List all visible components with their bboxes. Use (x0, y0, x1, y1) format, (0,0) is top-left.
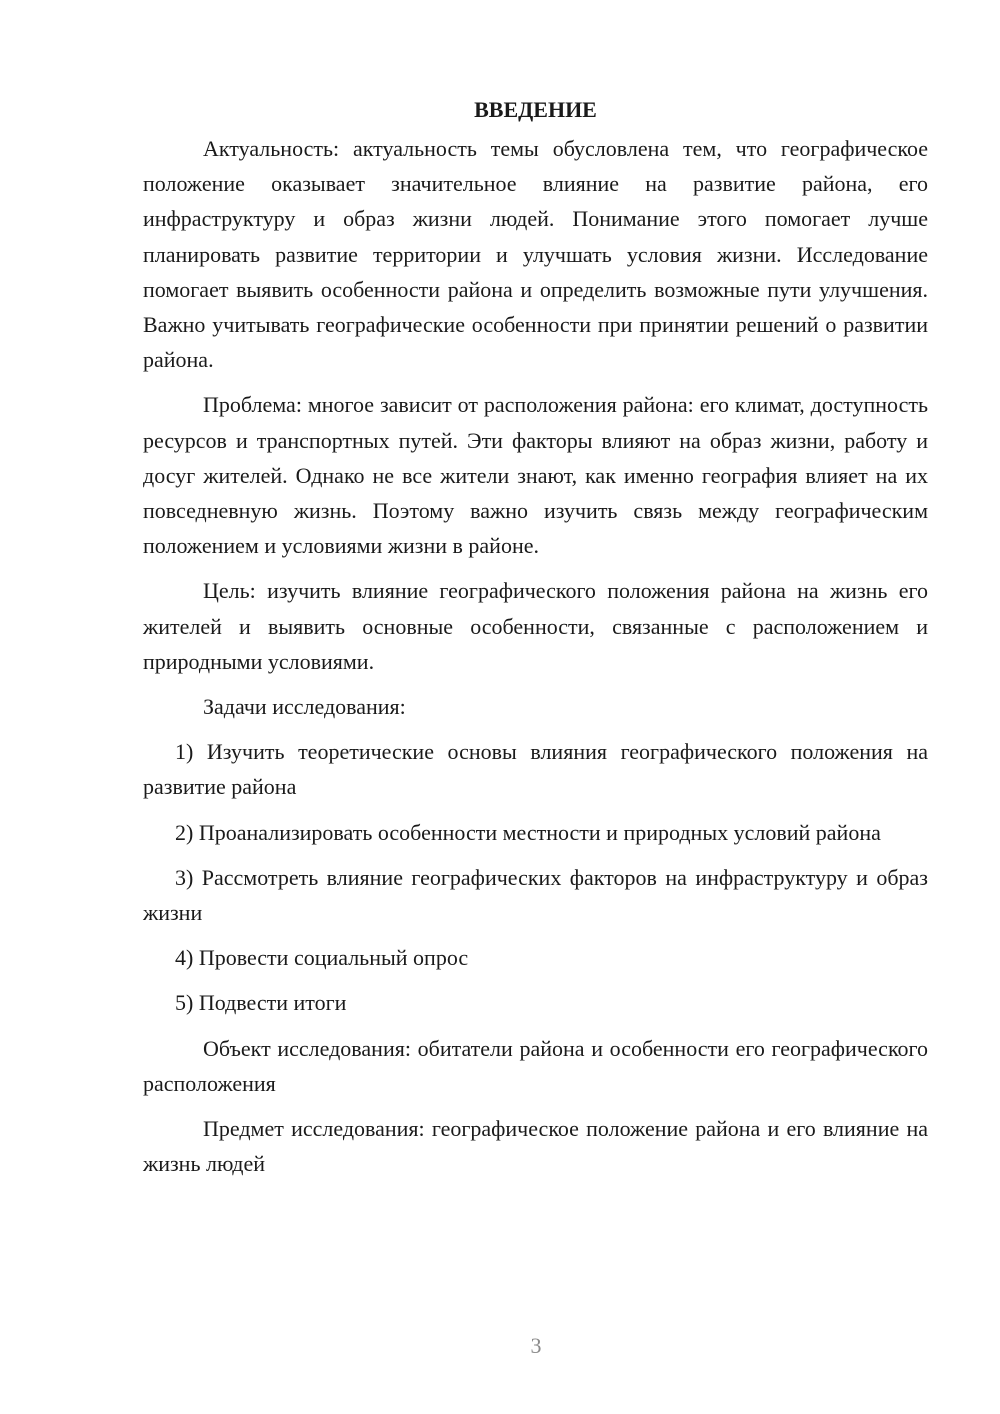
list-item-task-4: 4) Провести социальный опрос (175, 945, 469, 971)
page-title: ВВЕДЕНИЕ (474, 97, 597, 122)
list-item-task-5: 5) Подвести итоги (175, 990, 347, 1016)
paragraph-subject: Предмет исследования: географическое положение района и его влияние на жизнь людей (143, 1116, 928, 1177)
list-item-task-2: 2) Проанализировать особенности местности и природных условий района (175, 819, 881, 845)
paragraph-relevance: Актуальность: актуальность темы обусловлена тем, что географическое положение оказывает значительное влияние на развитие района, его инфраструктуру и образ жизни людей. Понимание этого помогает лучше планировать развитие территории и улучшать условия жизни. Исследование помогает выявить особенности района и определить возможные пути улучшения. Важно учитывать географические особенности при принятии решений о развитии района. (143, 136, 928, 373)
paragraph-goal: Цель: изучить влияние географического положения района на жизнь его жителей и выявить основные особенности, связанные с расположением и природными условиями. (143, 578, 928, 674)
paragraph-problem: Проблема: многое зависит от расположения района: его климат, доступность ресурсов и транспортных путей. Эти факторы влияют на образ жизни, работу и досуг жителей. Однако не все жители знают, как именно география влияет на их повседневную жизнь. Поэтому важно изучить связь между географическим положением и условиями жизни в районе. (143, 392, 928, 559)
tasks-heading: Задачи исследования: (203, 694, 406, 720)
page-number: 3 (530, 1333, 542, 1358)
paragraph-object: Объект исследования: обитатели района и особенности его географического расположения (143, 1035, 928, 1096)
list-item-task-1: 1) Изучить теоретические основы влияния географического положения на развитие района (143, 739, 928, 800)
list-item-task-3: 3) Рассмотреть влияние географических факторов на инфраструктуру и образ жизни (143, 864, 928, 926)
page-body (143, 92, 928, 1191)
tasks-list (143, 734, 928, 1020)
